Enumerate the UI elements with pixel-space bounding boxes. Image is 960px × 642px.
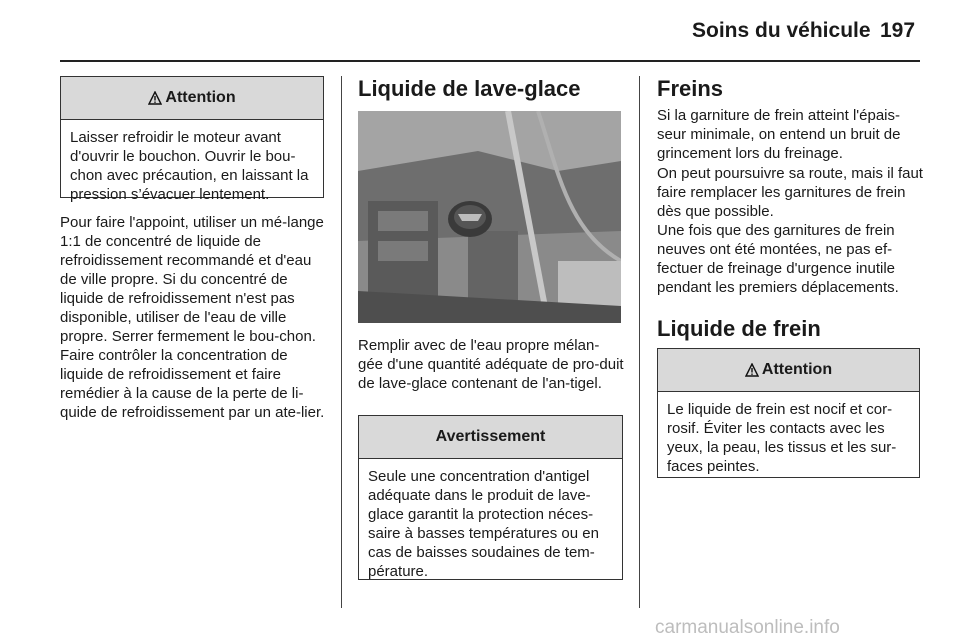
notice-box-lave-glace: [358, 415, 623, 580]
coolant-paragraph: Pour faire l'appoint, utiliser un mé-lange 1:1 de concentré de liquide de refroidissement recommandé et d'eau de ville propre. Si du concentré de liquide de refroidissement n'est pas disponible, utiliser de l'eau de ville propre. Serrer fermement le bou-chon. Faire contrôler la concentration de liquide de refroidissement et faire remédier à la cause de la perte de li-quide de refroidissement par un ate-lier.: [60, 214, 325, 421]
warning-title: Attention: [761, 361, 833, 378]
warning-box-coolant: [60, 76, 324, 203]
freins-paragraph-3: Une fois que des garnitures de frein neuves ont été montées, ne pas ef-fectuer de freinage d'urgence inutile pendant les premiers déplacements.: [657, 222, 899, 296]
watermark: carmanualsonline.info: [655, 617, 840, 638]
section-title-lave-glace: Liquide de lave-glace: [358, 76, 581, 101]
warning-box-brake-fluid: [657, 348, 920, 478]
notice-box-header: [359, 416, 622, 459]
warning-body: Laisser refroidir le moteur avant d'ouvrir le bouchon. Ouvrir le bou-chon avec précaution, en laissant la pression s’évacuer lentement.: [70, 129, 309, 203]
warning-box-header: [61, 77, 323, 120]
freins-paragraph-2: On peut poursuivre sa route, mais il faut faire remplacer les garnitures de frein dès que possible.: [657, 165, 923, 220]
notice-body: Seule une concentration d'antigel adéquate dans le produit de lave-glace garantit la protection néces-saire à basses températures ou en cas de baisses soudaines de tem-pérature.: [368, 468, 599, 580]
lave-glace-paragraph: Remplir avec de l'eau propre mélan-gée d'une quantité adéquate de pro-duit de lave-glace contenant de l'an-tigel.: [358, 337, 624, 392]
warning-triangle-icon: [148, 91, 162, 105]
header-rule: [60, 60, 920, 62]
warning-box-header: [658, 349, 919, 392]
page-number: 197: [880, 19, 916, 42]
warning-body: Le liquide de frein est nocif et cor-rosif. Éviter les contacts avec les yeux, la peau, les tissus et les sur-faces peintes.: [667, 401, 897, 475]
column-divider-right: [639, 76, 640, 608]
section-title-freins: Freins: [657, 76, 724, 101]
warning-title: Attention: [165, 89, 236, 106]
header-title: Soins du véhicule: [692, 19, 871, 42]
washer-fluid-reservoir-image: [358, 111, 621, 323]
warning-triangle-icon: [745, 363, 759, 377]
notice-title: Avertissement: [435, 428, 546, 445]
page-header: [0, 0, 960, 62]
column-divider-left: [341, 76, 342, 608]
section-title-liquide-frein: Liquide de frein: [657, 316, 821, 341]
freins-paragraph-1: Si la garniture de frein atteint l'épais-seur minimale, on entend un bruit de grincement lors du freinage.: [657, 107, 901, 162]
